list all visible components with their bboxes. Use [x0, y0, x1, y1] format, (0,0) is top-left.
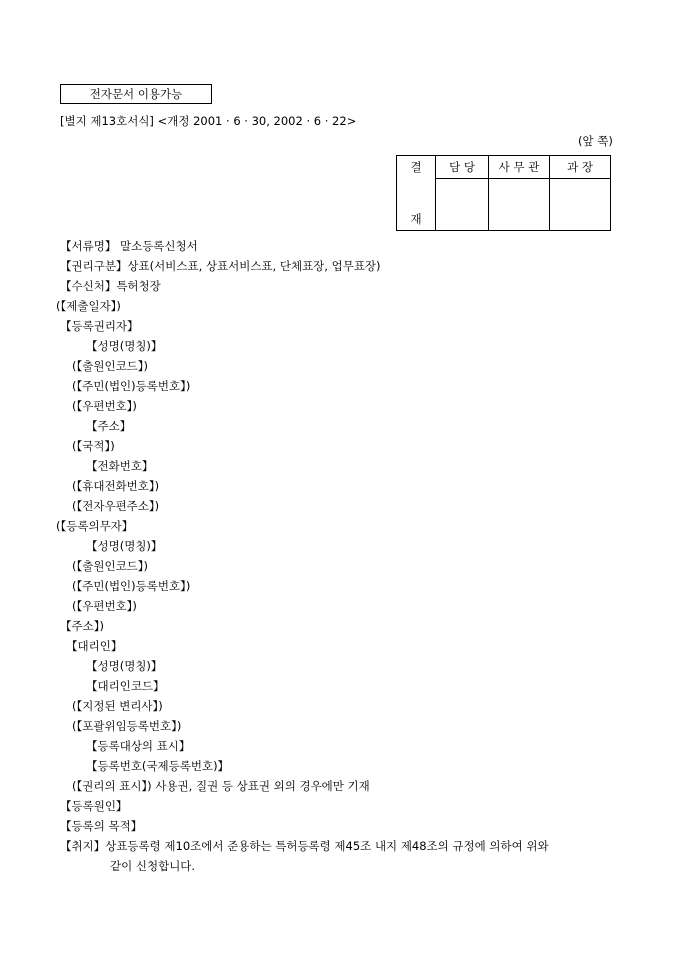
- field-purport-continued: 같이 신청합니다.: [110, 859, 196, 873]
- approval-col-officer: 사 무 관: [489, 156, 550, 179]
- approval-table: [396, 155, 611, 231]
- field-holder-name: 【성명(명칭)】: [86, 339, 163, 353]
- electronic-document-label: 전자문서 이용가능: [60, 84, 212, 104]
- field-agent-code: 【대리인코드】: [86, 679, 165, 693]
- field-holder-postal-code: (【우편번호】): [72, 399, 137, 413]
- field-purport: 【취지】상표등록령 제10조에서 준용하는 특허등록령 제45조 내지 제48조의 규정에 의하여 위와: [60, 839, 549, 853]
- field-right-type: 【권리구분】상표(서비스표, 상표서비스표, 단체표장, 업무표장): [60, 259, 381, 273]
- approval-col-chief: 과 장: [550, 156, 611, 179]
- field-agent: 【대리인】: [66, 639, 123, 653]
- field-obligor-applicant-code: (【출원인코드】): [72, 559, 149, 573]
- approval-sign-officer: [489, 179, 550, 231]
- approval-label-cell: [397, 156, 436, 231]
- field-obligor-reg-number: (【주민(법인)등록번호】): [72, 579, 191, 593]
- field-holder-address: 【주소】: [86, 419, 132, 433]
- field-registration-number: 【등록번호(국제등록번호)】: [86, 759, 230, 773]
- approval-gyeol: 결: [410, 160, 422, 174]
- field-obligor-postal-code: (【우편번호】): [72, 599, 137, 613]
- form-reference: [별지 제13호서식] <개정 2001 · 6 · 30, 2002 · 6 · 22>: [60, 114, 357, 128]
- field-registration-purpose: 【등록의 목적】: [60, 819, 143, 833]
- field-holder-reg-number: (【주민(법인)등록번호】): [72, 379, 191, 393]
- field-registration-cause: 【등록원인】: [60, 799, 128, 813]
- field-submission-date: (【제출일자】): [56, 299, 121, 313]
- field-holder-applicant-code: (【출원인코드】): [72, 359, 149, 373]
- field-recipient: 【수신처】특허청장: [60, 279, 161, 293]
- field-holder-phone: 【전화번호】: [86, 459, 154, 473]
- approval-col-staff: 담 당: [436, 156, 489, 179]
- field-obligor-address: 【주소】): [60, 619, 104, 633]
- field-registration-subject: 【등록대상의 표시】: [86, 739, 191, 753]
- field-right-indication: (【권리의 표시】) 사용권, 질권 등 상표권 외의 경우에만 기재: [72, 779, 370, 793]
- field-holder-nationality: (【국적】): [72, 439, 115, 453]
- field-obligor-name: 【성명(명칭)】: [86, 539, 163, 553]
- approval-sign-chief: [550, 179, 611, 231]
- field-document-name: 【서류명】 말소등록신청서: [60, 239, 198, 253]
- approval-jae: 재: [410, 212, 422, 226]
- page-side-label: (앞 쪽): [578, 134, 613, 148]
- field-registration-obligor: (【등록의무자】: [56, 519, 134, 533]
- field-general-power-number: (【포괄위임등록번호】): [72, 719, 182, 733]
- field-holder-mobile: (【휴대전화번호】): [72, 479, 160, 493]
- field-agent-name: 【성명(명칭)】: [86, 659, 163, 673]
- field-registered-holder: 【등록권리자】: [60, 319, 139, 333]
- field-designated-attorney: (【지정된 변리사】): [72, 699, 163, 713]
- approval-sign-staff: [436, 179, 489, 231]
- field-holder-email: (【전자우편주소】): [72, 499, 160, 513]
